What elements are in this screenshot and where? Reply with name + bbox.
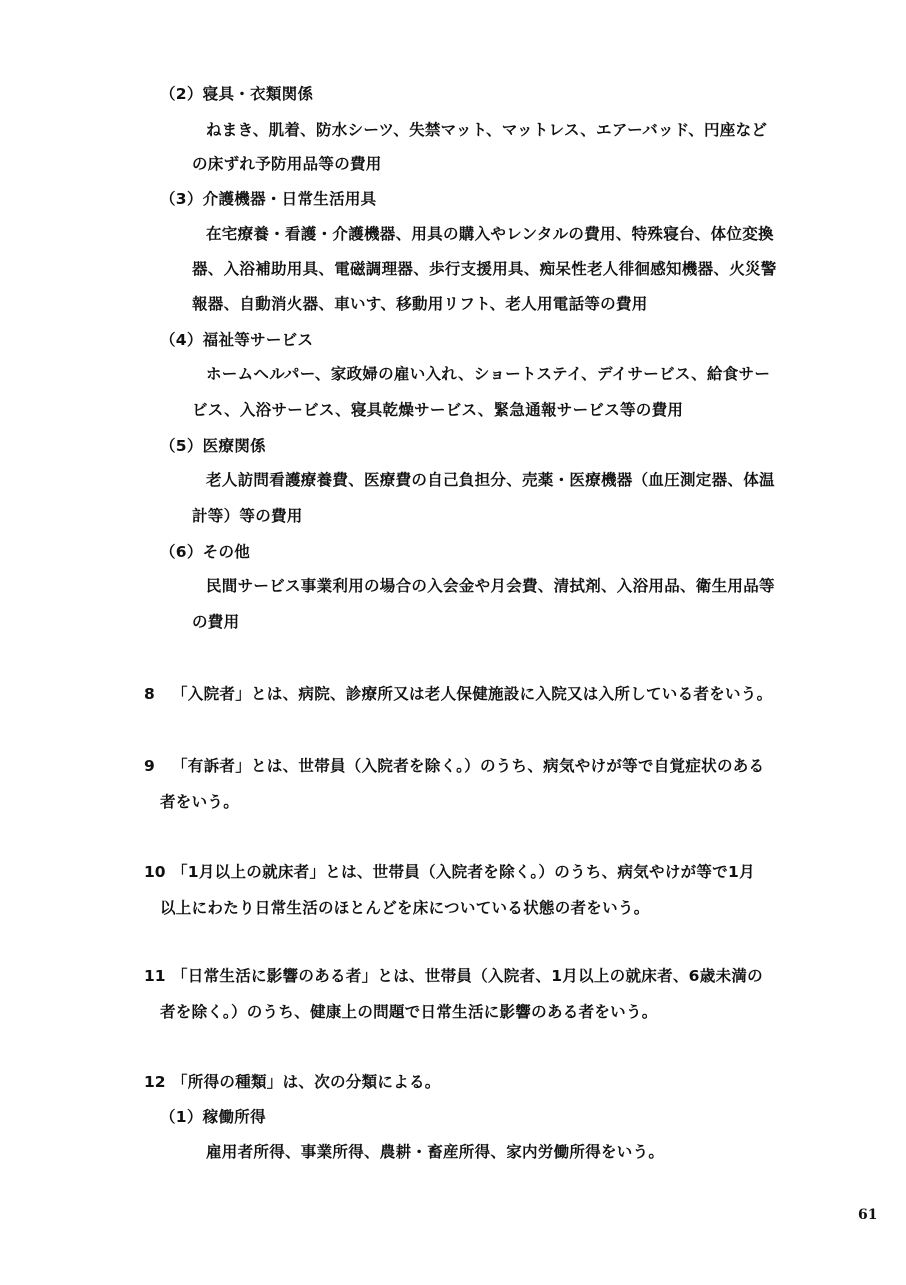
- section-heading-5: （5）医療関係: [160, 437, 266, 455]
- definition-9-line-2: 者をいう。: [160, 793, 240, 811]
- definition-number-9: 9: [144, 757, 155, 775]
- section-3-line-3: 報器、自動消火器、車いす、移動用リフト、老人用電話等の費用: [192, 295, 648, 313]
- definition-number-12: 12: [144, 1073, 166, 1091]
- definition-number-8: 8: [144, 685, 155, 703]
- definition-8-line-1: 「入院者」とは、病院、診療所又は老人保健施設に入院又は入所している者をいう。: [172, 685, 773, 703]
- definition-number-10: 10: [144, 863, 166, 881]
- section-heading-3: （3）介護機器・日常生活用具: [160, 190, 377, 208]
- section-6-line-2: の費用: [192, 613, 240, 631]
- definition-number-11: 11: [144, 967, 166, 985]
- page-number: 61: [858, 1207, 878, 1223]
- definition-9-line-1: 「有訴者」とは、世帯員（入院者を除く。）のうち、病気やけが等で自覚症状のある: [172, 757, 765, 775]
- section-3-line-1: 在宅療養・看護・介護機器、用具の購入やレンタルの費用、特殊寝台、体位変換: [206, 225, 774, 243]
- definition-11-line-1: 「日常生活に影響のある者」とは、世帯員（入院者、1月以上の就床者、6歳未満の: [172, 967, 763, 985]
- section-4-line-2: ビス、入浴サービス、寝具乾燥サービス、緊急通報サービス等の費用: [192, 401, 684, 419]
- income-1-line-1: 雇用者所得、事業所得、農耕・畜産所得、家内労働所得をいう。: [206, 1143, 665, 1161]
- section-heading-2: （2）寝具・衣類関係: [160, 85, 314, 103]
- section-5-line-2: 計等）等の費用: [192, 507, 303, 525]
- definition-10-line-1: 「1月以上の就床者」とは、世帯員（入院者を除く。）のうち、病気やけが等で1月: [172, 863, 755, 881]
- definition-10-line-2: 以上にわたり日常生活のほとんどを床についている状態の者をいう。: [160, 899, 650, 917]
- section-heading-4: （4）福祉等サービス: [160, 331, 314, 349]
- definition-12-line-1: 「所得の種類」は、次の分類による。: [172, 1073, 441, 1091]
- section-heading-6: （6）その他: [160, 543, 251, 561]
- section-3-line-2: 器、入浴補助用具、電磁調理器、歩行支援用具、痴呆性老人徘徊感知機器、火災警: [192, 260, 777, 278]
- section-4-line-1: ホームヘルパー、家政婦の雇い入れ、ショートステイ、デイサービス、給食サー: [206, 365, 771, 383]
- definition-11-line-2: 者を除く。）のうち、健康上の問題で日常生活に影響のある者をいう。: [160, 1003, 658, 1021]
- income-heading-1: （1）稼働所得: [160, 1108, 266, 1126]
- section-2-line-1: ねまき、肌着、防水シーツ、失禁マット、マットレス、エアーバッド、円座など: [206, 121, 768, 139]
- section-2-line-2: の床ずれ予防用品等の費用: [192, 155, 382, 173]
- section-5-line-1: 老人訪問看護療養費、医療費の自己負担分、売薬・医療機器（血圧測定器、体温: [206, 471, 775, 489]
- section-6-line-1: 民間サービス事業利用の場合の入会金や月会費、清拭剤、入浴用品、衛生用品等: [206, 577, 775, 595]
